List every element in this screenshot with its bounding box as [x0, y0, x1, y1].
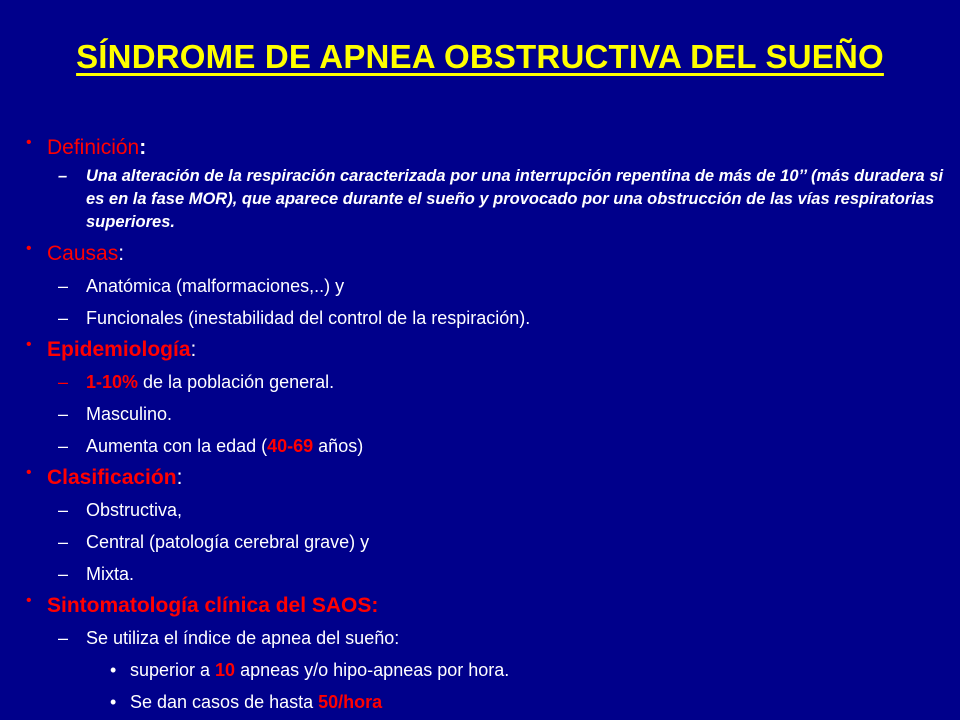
colon: :: [176, 466, 183, 489]
colon: :: [190, 338, 197, 361]
bullet-icon: •: [26, 336, 32, 353]
heading-sintomatologia: Sintomatología clínica del SAOS:: [47, 594, 379, 617]
dash-icon: –: [58, 436, 69, 456]
bullet-icon: •: [26, 240, 32, 257]
sub1-highlight: 10: [215, 660, 236, 680]
bullet-icon: •: [26, 592, 32, 609]
bullet-causas: [20, 240, 952, 268]
dash-icon: –: [58, 628, 69, 648]
heading-definicion: Definición: [47, 136, 140, 159]
bullet-epidemiologia: [20, 336, 952, 364]
bullet-icon: •: [110, 660, 117, 680]
bullet-clasificacion: [20, 464, 952, 492]
bullet-icon: •: [26, 134, 32, 151]
colon: :: [118, 242, 125, 265]
heading-clasificacion: Clasificación: [47, 466, 177, 489]
clasificacion-item: [20, 530, 952, 554]
sintomatologia-subitem: [20, 690, 952, 714]
sintomatologia-item-1: Se utiliza el índice de apnea del sueño:: [86, 628, 400, 648]
epidemiologia-item: [20, 402, 952, 426]
heading-causas: Causas: [47, 242, 119, 265]
clasificacion-item: [20, 562, 952, 586]
sub1-pre: superior a: [130, 660, 216, 680]
epidemiologia-item: [20, 370, 952, 394]
bullet-sintomatologia: [20, 592, 952, 620]
clasificacion-item: [20, 498, 952, 522]
dash-icon: –: [58, 372, 69, 392]
colon: :: [139, 136, 147, 159]
epidemiologia-highlight-3: 40-69: [267, 436, 314, 456]
clasificacion-item-3: Mixta.: [86, 564, 135, 584]
heading-epidemiologia: Epidemiología: [47, 338, 191, 361]
sub1-post: apneas y/o hipo-apneas por hora.: [235, 660, 510, 680]
dash-icon: –: [58, 500, 69, 520]
sub2-pre: Se dan casos de hasta: [130, 692, 319, 712]
epidemiologia-item-3-pre: Aumenta con la edad (: [86, 436, 268, 456]
causas-item: [20, 306, 952, 330]
dash-icon: –: [58, 308, 69, 328]
slide-content: [20, 134, 952, 714]
causas-item-2: Funcionales (inestabilidad del control de la respiración).: [86, 308, 531, 328]
bullet-icon: •: [110, 692, 117, 712]
dash-icon: –: [58, 532, 69, 552]
epidemiologia-highlight-1: 1-10%: [86, 372, 139, 392]
bullet-icon: •: [26, 464, 32, 481]
sub2-highlight: 50/hora: [318, 692, 383, 712]
bullet-definicion: [20, 134, 952, 162]
definicion-item: Una alteración de la respiración caracterizada por una interrupción repentina de más de 10’’ (más duradera si es en la fase MOR), que aparece durante el sueño y provocado por una obstrucción de las vías respiratorias superiores.: [86, 167, 944, 231]
causas-item-1: Anatómica (malformaciones,..) y: [86, 276, 345, 296]
clasificacion-item-2: Central (patología cerebral grave) y: [86, 532, 370, 552]
dash-icon: –: [58, 167, 68, 185]
dash-icon: –: [58, 276, 69, 296]
epidemiologia-item-3-post: años): [313, 436, 364, 456]
sintomatologia-item: [20, 626, 952, 650]
clasificacion-item-1: Obstructiva,: [86, 500, 183, 520]
epidemiologia-item-2: Masculino.: [86, 404, 173, 424]
dash-icon: –: [58, 564, 69, 584]
slide-title: SÍNDROME DE APNEA OBSTRUCTIVA DEL SUEÑO: [76, 38, 884, 75]
sintomatologia-subitem: [20, 658, 952, 682]
definicion-text: [20, 162, 952, 234]
epidemiologia-item: [20, 434, 952, 458]
dash-icon: –: [58, 404, 69, 424]
causas-item: [20, 274, 952, 298]
epidemiologia-item-1: de la población general.: [138, 372, 335, 392]
